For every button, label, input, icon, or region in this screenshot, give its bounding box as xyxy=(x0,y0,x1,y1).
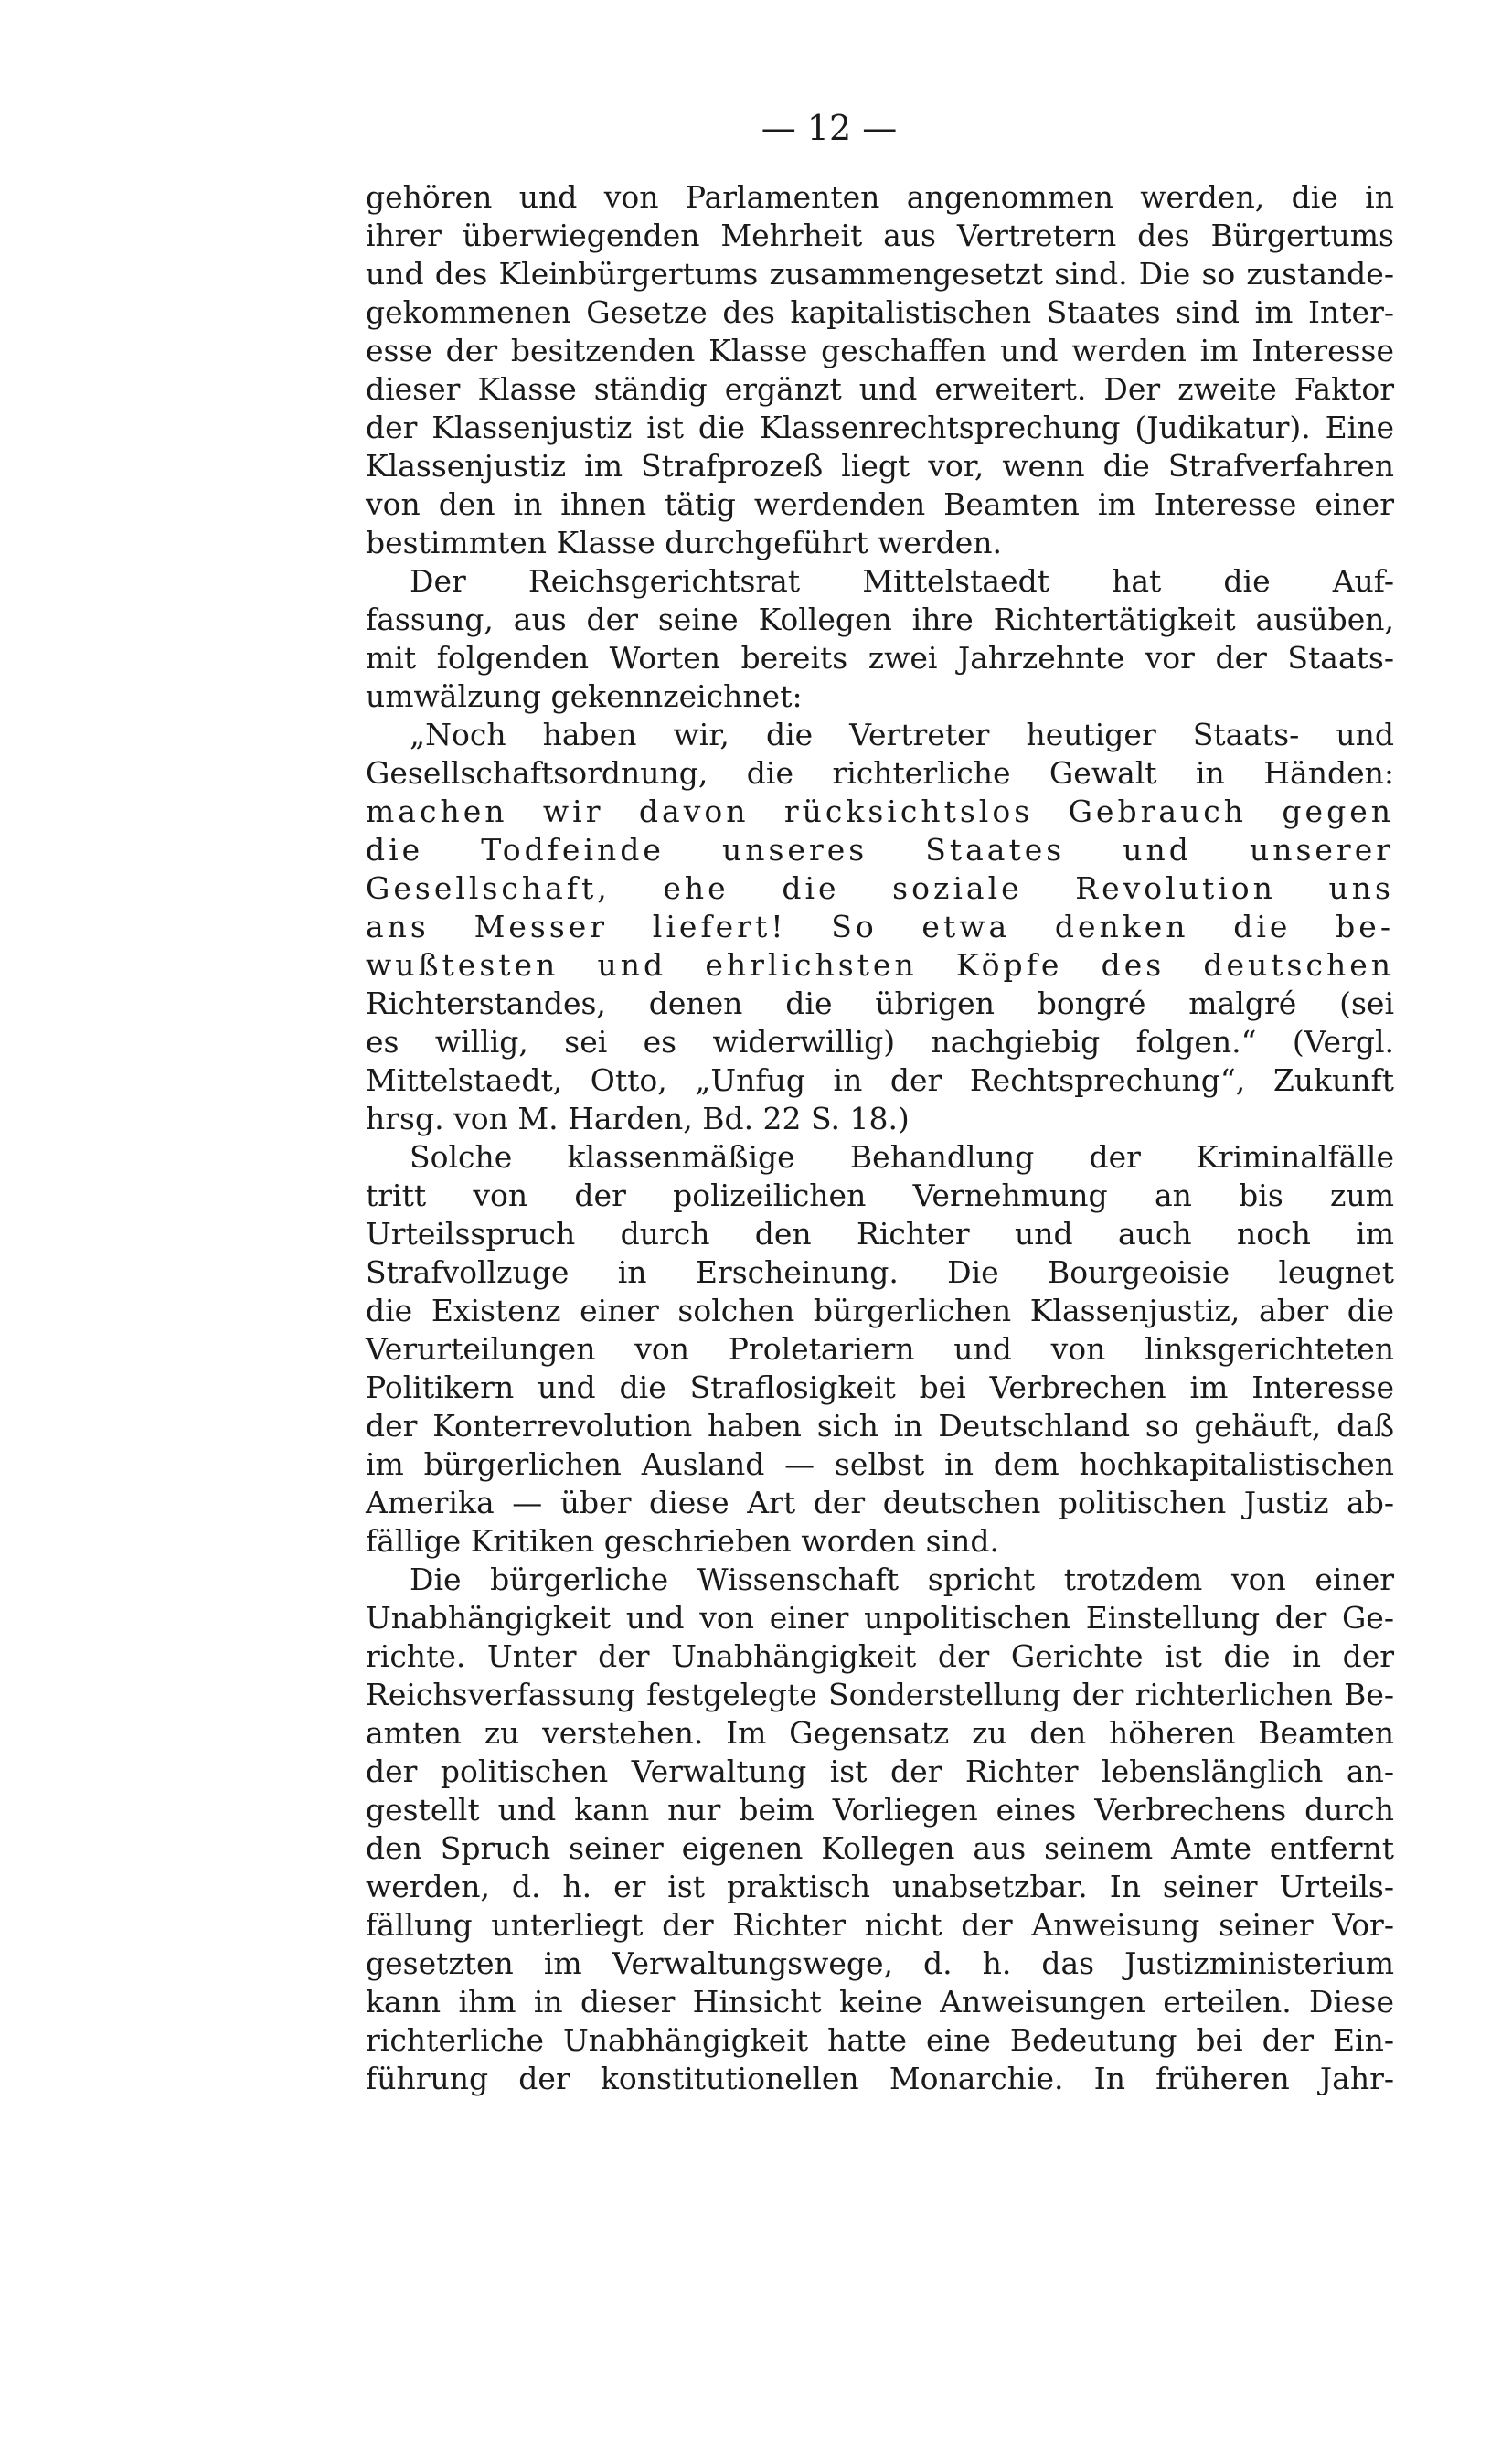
text-line: gekommenen Gesetze des kapitalistischen Staates sind im Inter- xyxy=(366,294,1394,330)
text-line: Reichsverfassung festgelegte Sonderstellung der richterlichen Be- xyxy=(366,1677,1394,1712)
text-line: „Noch haben wir, die Vertreter heutiger Staats- und xyxy=(410,717,1394,752)
text-line: bestimmten Klasse durchgeführt werden. xyxy=(366,525,1003,560)
text-line: ans Messer liefert! So etwa denken die be- xyxy=(366,909,1394,944)
text-line: und des Kleinbürgertums zusammengesetzt sind. Die so zustande- xyxy=(366,256,1394,292)
body-text xyxy=(366,178,1394,2098)
text-line: den Spruch seiner eigenen Kollegen aus seinem Amte entfernt xyxy=(366,1830,1394,1866)
paragraph-2 xyxy=(366,562,1394,716)
paragraph-1 xyxy=(366,178,1394,562)
text-line: von den in ihnen tätig werdenden Beamten im Interesse einer xyxy=(366,486,1394,522)
text-line: werden, d. h. er ist praktisch unabsetzbar. In seiner Urteils- xyxy=(366,1869,1394,1904)
text-line: fällige Kritiken geschrieben worden sind. xyxy=(366,1523,999,1559)
text-line: der Konterrevolution haben sich in Deutschland so gehäuft, daß xyxy=(366,1408,1394,1444)
text-line: fassung, aus der seine Kollegen ihre Richtertätigkeit ausüben, xyxy=(366,602,1394,637)
text-line: die Existenz einer solchen bürgerlichen Klassenjustiz, aber die xyxy=(366,1293,1394,1328)
text-line: Richterstandes, denen die übrigen bongré malgré (sei xyxy=(366,986,1394,1021)
text-line: Gesellschaftsordnung, die richterliche Gewalt in Händen: xyxy=(366,755,1394,791)
text-line: gehören und von Parlamenten angenommen werden, die in xyxy=(366,179,1394,215)
text-line: tritt von der polizeilichen Vernehmung an bis zum xyxy=(366,1178,1394,1213)
text-line: wußtesten und ehrlichsten Köpfe des deutschen xyxy=(366,947,1394,983)
text-line: die Todfeinde unseres Staates und unserer xyxy=(366,832,1394,868)
text-line: dieser Klasse ständig ergänzt und erweitert. Der zweite Faktor xyxy=(366,371,1394,407)
text-line: Urteilsspruch durch den Richter und auch noch im xyxy=(366,1216,1394,1252)
text-line: der Klassenjustiz ist die Klassenrechtsprechung (Judikatur). Eine xyxy=(366,410,1394,445)
text-line: führung der konstitutionellen Monarchie. In früheren Jahr- xyxy=(366,2061,1394,2096)
text-line: richterliche Unabhängigkeit hatte eine Bedeutung bei der Ein- xyxy=(366,2022,1394,2058)
text-line: Der Reichsgerichtsrat Mittelstaedt hat die Auf- xyxy=(410,563,1394,599)
text-line: hrsg. von M. Harden, Bd. 22 S. 18.) xyxy=(366,1101,910,1136)
text-line: machen wir davon rücksichtslos Gebrauch gegen xyxy=(366,794,1394,829)
text-line: gesetzten im Verwaltungswege, d. h. das Justizministerium xyxy=(366,1945,1394,1981)
text-line: umwälzung gekennzeichnet: xyxy=(366,678,803,714)
text-line: Klassenjustiz im Strafprozeß liegt vor, wenn die Strafverfahren xyxy=(366,448,1394,484)
text-line: richte. Unter der Unabhängigkeit der Gerichte ist die in der xyxy=(366,1638,1394,1674)
text-line: Amerika — über diese Art der deutschen politischen Justiz ab- xyxy=(366,1485,1394,1520)
text-line: Solche klassenmäßige Behandlung der Kriminalfälle xyxy=(410,1139,1394,1175)
text-line: Politikern und die Straflosigkeit bei Verbrechen im Interesse xyxy=(366,1370,1394,1405)
text-line: im bürgerlichen Ausland — selbst in dem hochkapitalistischen xyxy=(366,1446,1394,1482)
text-line: mit folgenden Worten bereits zwei Jahrzehnte vor der Staats- xyxy=(366,640,1394,676)
text-line: der politischen Verwaltung ist der Richter lebenslänglich an- xyxy=(366,1753,1394,1789)
text-line: amten zu verstehen. Im Gegensatz zu den höheren Beamten xyxy=(366,1715,1394,1751)
text-line: Gesellschaft, ehe die soziale Revolution uns xyxy=(366,870,1394,906)
text-line: Die bürgerliche Wissenschaft spricht trotzdem von einer xyxy=(410,1562,1394,1597)
text-line: Verurteilungen von Proletariern und von linksgerichteten xyxy=(366,1331,1394,1367)
quotation xyxy=(366,716,1394,1138)
paragraph-4 xyxy=(366,1561,1394,2098)
text-line: gestellt und kann nur beim Vorliegen eines Verbrechens durch xyxy=(366,1792,1394,1828)
text-line: Mittelstaedt, Otto, „Unfug in der Rechtsprechung“, Zukunft xyxy=(366,1062,1394,1098)
text-line: es willig, sei es widerwillig) nachgiebig folgen.“ (Vergl. xyxy=(366,1024,1394,1060)
text-line: ihrer überwiegenden Mehrheit aus Vertretern des Bürgertums xyxy=(366,218,1394,253)
text-line: esse der besitzenden Klasse geschaffen und werden im Interesse xyxy=(366,333,1394,368)
page-number: — 12 — xyxy=(761,108,898,148)
paragraph-3 xyxy=(366,1138,1394,1561)
text-line: fällung unterliegt der Richter nicht der Anweisung seiner Vor- xyxy=(366,1907,1394,1943)
text-line: Unabhängigkeit und von einer unpolitischen Einstellung der Ge- xyxy=(366,1600,1394,1636)
text-line: kann ihm in dieser Hinsicht keine Anweisungen erteilen. Diese xyxy=(366,1984,1394,2020)
text-line: Strafvollzuge in Erscheinung. Die Bourgeoisie leugnet xyxy=(366,1254,1394,1290)
